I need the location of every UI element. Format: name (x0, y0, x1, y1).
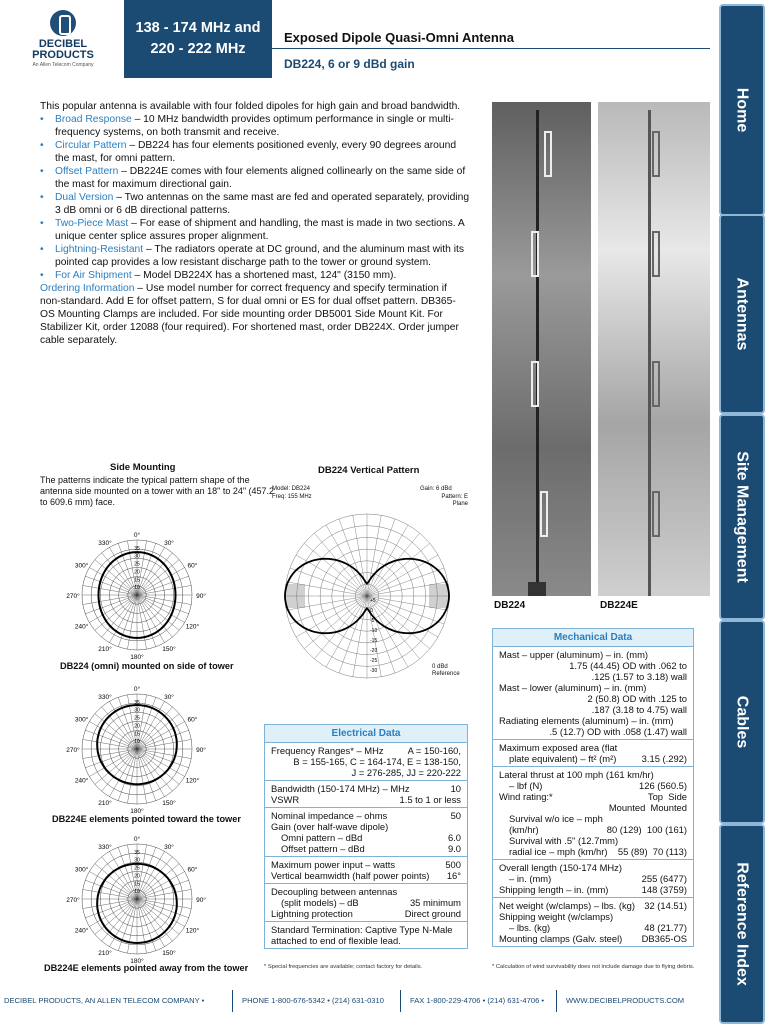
polar-ring-label: 30 (134, 857, 140, 864)
mechanical-data-table (492, 628, 694, 947)
polar-angle-label: 30° (164, 540, 174, 548)
electrical-row (271, 924, 461, 935)
row-value: Direct ground (404, 908, 461, 919)
electrical-data-header: Electrical Data (265, 725, 467, 743)
electrical-row (271, 821, 461, 832)
mechanical-note: * Calculation of wind survivability does not include damage due to flying debris. (492, 964, 695, 970)
ordering-info (40, 282, 470, 347)
row-label: Wind rating:* (499, 791, 553, 802)
feature-text: – For ease of shipment and handling, the mast is made in two sections. A unique center splice assures proper alignment. (55, 218, 465, 242)
feature-item (40, 191, 470, 217)
company-logo (18, 8, 108, 78)
feature-text: – Model DB224X has a shortened mast, 124" (3150 mm). (131, 270, 397, 281)
vertical-pattern-title: DB224 Vertical Pattern (318, 465, 420, 476)
row-value: .187 (3.18 to 4.75) wall (591, 704, 687, 715)
ordering-text: – Use model number for correct frequency and specify termination if non-standard. Add E for offset pattern, S for dual omni or ES for dual offset pattern. DB365-OS Mounting Clamps are included. For side mounting order DB5001 Side Mount Kit. For Stabilizer Kit, order 12088 (four required). For shortened mast, order DB224X. Order jumper cable separately. (40, 283, 459, 346)
electrical-row (271, 870, 461, 881)
polar-angle-label: 300° (74, 562, 89, 570)
row-value: 9.0 (447, 843, 461, 854)
row-label: Overall length (150-174 MHz) (499, 862, 622, 873)
polar-angle-label: 270° (66, 747, 80, 754)
row-value: 48 (21.77) (644, 922, 687, 933)
row-label: Maximum power input – watts (271, 859, 396, 870)
polar-ring-label: 10 (134, 889, 140, 896)
row-value: 126 (560.5) (639, 780, 687, 791)
row-label: Radiating elements (aluminum) – in. (mm) (499, 715, 674, 726)
feature-text: – DB224 has four elements positioned evenly, every 90 degrees around the mast, for omni pattern. (55, 140, 457, 164)
row-label: Frequency Ranges* – MHz (271, 745, 384, 756)
polar-omni-caption: DB224 (omni) mounted on side of tower (60, 661, 234, 671)
feature-keyword: For Air Shipment (55, 270, 132, 281)
mechanical-row (499, 769, 687, 780)
footer-phone: PHONE 1-800-676-5342 • (214) 631-0310 (242, 996, 384, 1005)
mechanical-row (499, 726, 687, 737)
row-label: radial ice – mph (km/hr) (509, 846, 608, 857)
feature-keyword: Dual Version (55, 192, 114, 203)
polar-angle-label: 330° (98, 540, 112, 548)
intro-lead: This popular antenna is available with four folded dipoles for high gain and broad bandwidth. (40, 101, 461, 112)
polar-ring-label: 20 (134, 723, 140, 730)
row-label: plate equivalent) – ft² (m²) (509, 753, 617, 764)
electrical-group (265, 922, 467, 948)
tab-antennas-label: Antennas (733, 277, 751, 351)
electrical-group (265, 781, 467, 808)
row-value: 6.0 (447, 832, 461, 843)
feature-text: – 10 MHz bandwidth provides optimum performance in single or multi-frequency systems, on both transmit and receive. (55, 114, 454, 138)
polar-angle-label: 90° (196, 897, 206, 904)
row-label: – lbf (N) (509, 780, 543, 791)
polar-ring-label: 20 (134, 873, 140, 880)
polar-angle-label: 0° (133, 836, 141, 843)
feature-keyword: Circular Pattern (55, 140, 127, 151)
mechanical-row (499, 873, 687, 884)
polar-angle-label: 300° (74, 716, 89, 724)
polar-ring-label: 25 (134, 865, 140, 872)
mechanical-row (499, 835, 687, 846)
polar-angle-label: 210° (98, 949, 112, 957)
electrical-row (271, 810, 461, 821)
polar-away-tower (62, 832, 212, 966)
footer-website-link[interactable]: WWW.DECIBELPRODUCTS.COM (566, 996, 685, 1005)
polar-angle-label: 330° (98, 694, 112, 702)
vp-reference: 0 dBd Reference (432, 664, 460, 677)
row-value: 50 (450, 810, 461, 821)
polar-angle-label: 210° (98, 645, 112, 653)
tab-cables[interactable] (719, 620, 765, 824)
mechanical-row (499, 900, 687, 911)
electrical-row (271, 935, 461, 946)
mechanical-group (493, 860, 693, 898)
polar-ring-label: 25 (134, 561, 140, 568)
mechanical-row (499, 813, 687, 824)
row-label: – lbs. (kg) (509, 922, 551, 933)
antenna-db224-drawing (492, 102, 591, 596)
vp-noise-region (429, 584, 449, 608)
mechanical-row (499, 824, 687, 835)
tab-home-label: Home (733, 87, 751, 133)
tab-reference-index[interactable] (719, 824, 765, 1024)
feature-item (40, 217, 470, 243)
feature-item (40, 165, 470, 191)
vp-db-label: -20 (370, 648, 378, 654)
polar-ring-label: 30 (134, 553, 140, 560)
page-subtitle: DB224, 6 or 9 dBd gain (284, 57, 415, 71)
polar-angle-label: 30° (164, 844, 174, 852)
electrical-row (271, 794, 461, 805)
electrical-row (271, 908, 461, 919)
mechanical-row (499, 911, 687, 922)
mechanical-group (493, 767, 693, 860)
row-label: – in. (mm) (509, 873, 552, 884)
polar-angle-label: 270° (66, 897, 80, 904)
tab-cables-label: Cables (733, 695, 751, 749)
polar-angle-label: 300° (74, 866, 89, 874)
row-label: Maximum exposed area (flat (499, 742, 618, 753)
vertical-pattern-plot (262, 486, 472, 686)
polar-angle-label: 180° (130, 654, 144, 661)
polar-angle-label: 90° (196, 593, 206, 600)
mechanical-group (493, 898, 693, 946)
polar-angle-label: 120° (185, 777, 200, 785)
vp-freq: Freq: 155 MHz (272, 494, 312, 500)
mechanical-row (499, 649, 687, 660)
polar-angle-label: 150° (162, 949, 176, 957)
row-value: 255 (6477) (641, 873, 687, 884)
side-mounting-desc: The patterns indicate the typical pattern shape of the antenna side mounted on a tower with an 18" to 24" (457.2 to 609.6 mm) face. (40, 475, 275, 507)
row-label: VSWR (271, 794, 300, 805)
electrical-group (265, 884, 467, 922)
footer-company: DECIBEL PRODUCTS, AN ALLEN TELECOM COMPANY • (4, 996, 205, 1005)
footer-divider (556, 990, 557, 1012)
feature-keyword: Lightning-Resistant (55, 244, 144, 255)
row-value: 55 (89) 70 (113) (617, 846, 687, 857)
row-label: Mast – lower (aluminum) – in. (mm) (499, 682, 647, 693)
polar-angle-label: 0° (133, 686, 141, 693)
polar-angle-label: 150° (162, 645, 176, 653)
electrical-row (271, 745, 461, 756)
electrical-group (265, 808, 467, 857)
row-label: Lightning protection (271, 908, 353, 919)
row-value: DB365-OS (641, 933, 687, 944)
row-label: Shipping weight (w/clamps) (499, 911, 614, 922)
photo-db224e (598, 102, 710, 596)
polar-angle-label: 180° (130, 958, 144, 965)
footer-divider (232, 990, 233, 1012)
polar-angle-label: 120° (185, 623, 200, 631)
mechanical-row (499, 802, 687, 813)
vp-db-label: -15 (370, 638, 378, 644)
polar-angle-label: 150° (162, 799, 176, 807)
feature-item (40, 113, 470, 139)
feature-item (40, 243, 470, 269)
polar-toward-caption: DB224E elements pointed toward the tower (52, 814, 241, 824)
polar-ring-label: 15 (134, 577, 140, 584)
polar-angle-label: 240° (74, 927, 89, 935)
vp-noise-region (285, 584, 305, 608)
row-label: Offset pattern – dBd (281, 843, 365, 854)
mechanical-row (499, 715, 687, 726)
vp-db-label: -10 (370, 628, 378, 634)
row-value: Mounted Mounted (608, 802, 687, 813)
polar-ring-label: 35 (134, 545, 140, 552)
row-label: Omni pattern – dBd (281, 832, 363, 843)
electrical-group (265, 743, 467, 781)
feature-keyword: Offset Pattern (55, 166, 119, 177)
footer-divider (400, 990, 401, 1012)
row-value: 2 (50.8) OD with .125 to (587, 693, 687, 704)
row-label: Survival w/o ice – mph (509, 813, 603, 824)
electrical-row (271, 756, 461, 767)
tab-home[interactable] (719, 4, 765, 216)
mechanical-row (499, 660, 687, 671)
tab-site-management[interactable] (719, 414, 765, 620)
row-label: (split models) – dB (281, 897, 359, 908)
row-value: 148 (3759) (641, 884, 687, 895)
mechanical-row (499, 862, 687, 873)
polar-angle-label: 30° (164, 694, 174, 702)
feature-item (40, 139, 470, 165)
polar-angle-label: 240° (74, 623, 89, 631)
feature-item (40, 269, 470, 282)
row-label: Mounting clamps (Galv. steel) (499, 933, 623, 944)
row-label: Vertical beamwidth (half power points) (271, 870, 430, 881)
polar-angle-label: 60° (187, 716, 198, 724)
electrical-row (271, 886, 461, 897)
row-value: 16° (446, 870, 461, 881)
mechanical-row (499, 933, 687, 944)
row-label: Survival with .5" (12.7mm) (509, 835, 619, 846)
row-value: B = 155-165, C = 164-174, E = 138-150, (293, 756, 461, 767)
row-value: 10 (450, 783, 461, 794)
vp-db-label: -25 (370, 658, 378, 664)
antenna-db224e-drawing (598, 102, 710, 596)
polar-angle-label: 210° (98, 799, 112, 807)
tab-antennas[interactable] (719, 214, 765, 414)
row-label: Gain (over half-wave dipole) (271, 821, 389, 832)
feature-text: – DB224E comes with four elements aligned collinearly on the same side of the mast for maximum directional gain. (55, 166, 466, 190)
photo-label-db224e: DB224E (600, 600, 638, 611)
ordering-keyword: Ordering Information (40, 283, 135, 294)
tab-site-management-label: Site Management (733, 451, 751, 583)
electrical-row (271, 832, 461, 843)
logo-mark-icon (50, 10, 76, 36)
row-label: Lateral thrust at 100 mph (161 km/hr) (499, 769, 654, 780)
feature-list (40, 113, 470, 282)
mechanical-row (499, 780, 687, 791)
polar-ring-label: 25 (134, 715, 140, 722)
vp-gain: Gain: 6 dBd (420, 486, 452, 492)
header-divider (272, 48, 710, 49)
row-value: A = 150-160, (407, 745, 461, 756)
polar-ring-label: 15 (134, 881, 140, 888)
page-footer (0, 990, 710, 1014)
vp-db-label: -30 (370, 668, 378, 674)
mechanical-row (499, 682, 687, 693)
polar-omni (62, 528, 212, 662)
row-value: 3.15 (.292) (641, 753, 687, 764)
mechanical-row (499, 693, 687, 704)
intro-text (40, 100, 470, 347)
photo-db224 (492, 102, 591, 596)
vp-db-label: +5 (370, 598, 376, 604)
electrical-row (271, 843, 461, 854)
feature-text: – Two antennas on the same mast are fed and operated separately, providing 3 dB omni or 6 dB directional patterns. (55, 192, 470, 216)
row-label: attached to end of flexible lead. (271, 935, 401, 946)
row-label: Net weight (w/clamps) – lbs. (kg) (499, 900, 635, 911)
polar-ring-label: 20 (134, 569, 140, 576)
tab-reference-index-label: Reference Index (733, 862, 751, 986)
vp-db-label: -5 (370, 618, 375, 624)
electrical-group (265, 857, 467, 884)
feature-text: – The radiators operate at DC ground, and the aluminum mast with its pointed cap provides a low resistant discharge path to the tower or ground system. (55, 244, 465, 268)
row-value: 500 (445, 859, 461, 870)
logo-tagline: An Allen Telecom Company (32, 62, 94, 68)
vp-pattern: Pattern: E Plane (441, 494, 468, 507)
footer-fax: FAX 1-800-229-4706 • (214) 631-4706 • (410, 996, 545, 1005)
row-value: 35 minimum (409, 897, 461, 908)
polar-toward-tower (62, 682, 212, 816)
polar-angle-label: 180° (130, 808, 144, 815)
polar-ring-label: 30 (134, 707, 140, 714)
mechanical-row (499, 742, 687, 753)
row-value: 80 (129) 100 (161) (606, 824, 687, 835)
frequency-range-box: 138 - 174 MHz and 220 - 222 MHz (124, 0, 272, 78)
electrical-row (271, 767, 461, 778)
polar-angle-label: 240° (74, 777, 89, 785)
mechanical-row (499, 671, 687, 682)
polar-away-caption: DB224E elements pointed away from the tower (44, 963, 249, 973)
electrical-note: * Special frequencies are available; contact factory for details. (264, 964, 423, 970)
mechanical-row (499, 753, 687, 764)
row-value: 1.75 (44.45) OD with .062 to (569, 660, 687, 671)
row-label: Shipping length – in. (mm) (499, 884, 609, 895)
polar-angle-label: 60° (187, 866, 198, 874)
mechanical-data-header: Mechanical Data (493, 629, 693, 647)
mechanical-row (499, 704, 687, 715)
polar-angle-label: 90° (196, 747, 206, 754)
electrical-row (271, 897, 461, 908)
feature-keyword: Broad Response (55, 114, 132, 125)
row-value: .5 (12.7) OD with .058 (1.47) wall (549, 726, 687, 737)
row-label: Standard Termination: Captive Type N-Male (271, 924, 453, 935)
polar-ring-label: 15 (134, 731, 140, 738)
row-value: 1.5 to 1 or less (399, 794, 461, 805)
row-label: Bandwidth (150-174 MHz) – MHz (271, 783, 410, 794)
row-label: (km/hr) (509, 824, 539, 835)
mechanical-group (493, 740, 693, 767)
electrical-row (271, 859, 461, 870)
mechanical-row (499, 846, 687, 857)
polar-angle-label: 330° (98, 844, 112, 852)
polar-ring-label: 10 (134, 739, 140, 746)
row-value: 32 (14.51) (644, 900, 687, 911)
logo-brand: DECIBEL PRODUCTS (32, 38, 94, 61)
photo-label-db224: DB224 (494, 600, 526, 611)
row-value: Top Side (647, 791, 687, 802)
side-mounting-title: Side Mounting (110, 462, 176, 473)
electrical-data-table (264, 724, 468, 949)
polar-angle-label: 60° (187, 562, 198, 570)
row-label: Decoupling between antennas (271, 886, 398, 897)
row-label: Nominal impedance – ohms (271, 810, 388, 821)
vp-db-label: 0 (370, 608, 373, 614)
row-label: Mast – upper (aluminum) – in. (mm) (499, 649, 648, 660)
polar-ring-label: 10 (134, 585, 140, 592)
polar-angle-label: 120° (185, 927, 200, 935)
feature-keyword: Two-Piece Mast (55, 218, 129, 229)
vp-model: Model: DB224 (272, 486, 311, 492)
polar-ring-label: 35 (134, 849, 140, 856)
row-value: J = 276-285, JJ = 220-222 (351, 767, 461, 778)
row-value: .125 (1.57 to 3.18) wall (591, 671, 687, 682)
mechanical-row (499, 791, 687, 802)
mechanical-row (499, 884, 687, 895)
mechanical-row (499, 922, 687, 933)
electrical-row (271, 783, 461, 794)
polar-ring-label: 35 (134, 699, 140, 706)
polar-angle-label: 0° (133, 532, 141, 539)
mechanical-group (493, 647, 693, 740)
polar-angle-label: 270° (66, 593, 80, 600)
page-title: Exposed Dipole Quasi-Omni Antenna (284, 30, 514, 45)
